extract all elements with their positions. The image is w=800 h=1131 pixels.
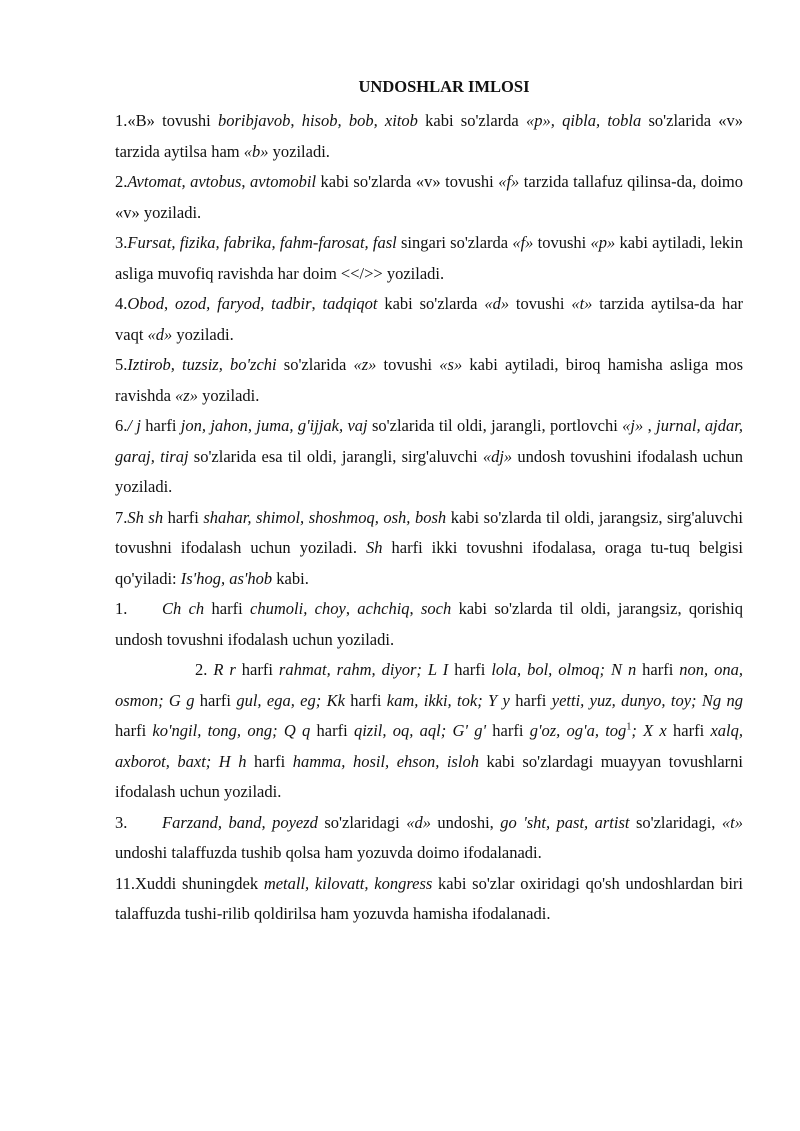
item-number: 3. (115, 233, 128, 252)
item-number: 4. (115, 294, 128, 313)
paragraph-3: 3.Fursat, fizika, fabrika, fahm-farosat, fasl singari so'zlarda «f» tovushi «p» kabi aytiladi, lekin asliga muvofiq ravishda har doim <</>> yoziladi. (115, 228, 743, 289)
paragraph-11: 11.Xuddi shuningdek metall, kilovatt, kongress kabi so'zlar oxiridagi qo'sh undoshlardan biri talaffuzda tushi-rilib qoldirilsa ham yozuvda hamisha ifodalanadi. (115, 869, 743, 930)
paragraph-5: 5.Iztirob, tuzsiz, bo'zchi so'zlarida «z» tovushi «s» kabi aytiladi, biroq hamisha asliga mos ravishda «z» yoziladi. (115, 350, 743, 411)
item-number: 7. (115, 507, 128, 527)
paragraph-10: 3. Farzand, band, poyezd so'zlaridagi «d» undoshi, go 'sht, past, artist so'zlaridagi, «t» undoshi talaffuzda tushib qolsa ham yozuvda doimo ifodalanadi. (115, 808, 743, 869)
item-number: 1. (115, 111, 128, 130)
page-title: UNDOSHLAR IMLOSI (358, 77, 530, 96)
paragraph-1: 1.«B» tovushi boribjavob, hisob, bob, xitob kabi so'zlarda «p», qibla, tobla so'zlarida «v» tarzida aytilsa ham «b» yoziladi. (115, 106, 743, 167)
item-number: 6. (115, 416, 128, 435)
item-number: 11. (115, 873, 136, 893)
paragraph-6: 6./ j harfi jon, jahon, juma, g'ijjak, vaj so'zlarida til oldi, jarangli, portlovchi «j» , jurnal, ajdar, garaj, tiraj so'zlarida esa til oldi, jarangli, sirg'aluvchi «dj» undosh tovushini ifodalash uchun yoziladi. (115, 411, 743, 503)
paragraph-8: 1. Ch ch harfi chumoli, choy, achchiq, soch kabi so'zlarda til oldi, jarangsiz, qorishiq undosh tovushni ifodalash uchun yoziladi. (115, 594, 743, 655)
document-page (115, 74, 743, 930)
item-number: 1. (115, 599, 128, 618)
item-number: 2. (195, 660, 208, 679)
item-number: 2. (115, 172, 128, 191)
paragraph-9: 2. R r harfi rahmat, rahm, diyor; L I harfi lola, bol, olmoq; N n harfi non, ona, osmon; G g harfi gul, ega, eg; Kk harfi kam, ikki, tok; Y y harfi yetti, yuz, dunyo, toy; Ng ng harfi ko'ngil, tong, ong; Q q harfi qizil, oq, aql; G' g' harfi g'oz, og'a, tog$^1$; X x harfi xalq, axborot, baxt; H h harfi hamma, hosil, ehson, isloh kabi so'zlardagi muayyan tovushlarni ifodalash uchun yoziladi. (115, 655, 743, 808)
paragraph-4: 4.Obod, ozod, faryod, tadbir, tadqiqot kabi so'zlarda «d» tovushi «t» tarzida aytilsa-da har vaqt «d» yoziladi. (115, 289, 743, 350)
paragraph-2: 2.Avtomat, avtobus, avtomobil kabi so'zlarda «v» tovushi «f» tarzida tallafuz qilinsa-da, doimo «v» yoziladi. (115, 167, 743, 228)
item-number: 5. (115, 355, 128, 374)
item-number: 3. (115, 812, 128, 832)
footnote-marker: 1 (626, 721, 632, 733)
paragraph-7: 7.Sh sh harfi shahar, shimol, shoshmoq, osh, bosh kabi so'zlarda til oldi, jarangsiz, sirg'aluvchi tovushni ifodalash uchun yoziladi. Sh harfi ikki tovushni ifodalasa, oraga tu-tuq belgisi qo'yiladi: Is'hog, as'hob kabi. (115, 503, 743, 595)
